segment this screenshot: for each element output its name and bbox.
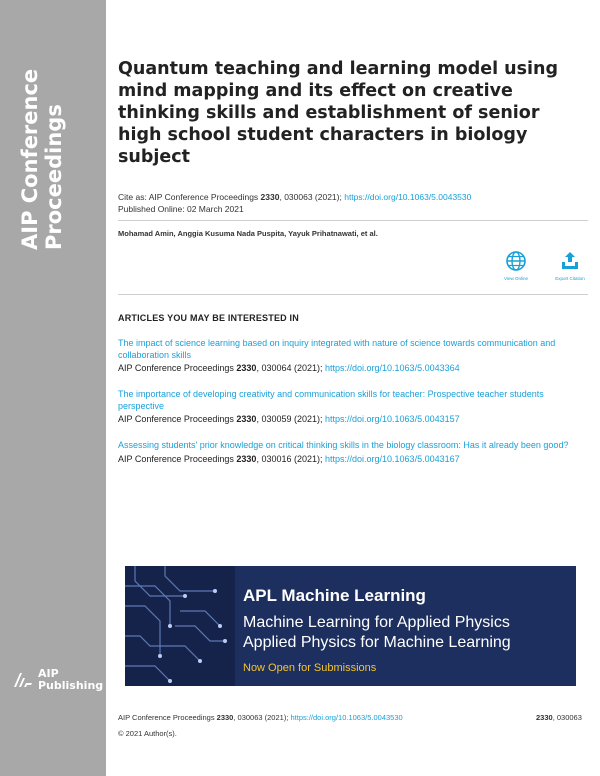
related-articles-heading: ARTICLES YOU MAY BE INTERESTED IN — [118, 313, 299, 323]
related-article-link[interactable]: The impact of science learning based on inquiry integrated with nature of science towards communication and collaboration skills — [118, 338, 556, 360]
cite-volume: 2330 — [216, 713, 234, 722]
related-article-citation — [118, 363, 588, 375]
cite-prefix: AIP Conference Proceedings — [118, 453, 237, 464]
globe-icon — [505, 250, 527, 272]
divider — [118, 220, 588, 221]
cite-rest: , 030059 (2021); — [256, 414, 325, 424]
article-actions — [498, 250, 588, 281]
related-article — [118, 389, 588, 426]
banner-line1: Machine Learning for Applied Physics — [243, 614, 510, 631]
footer-doi-link[interactable]: https://doi.org/10.1063/5.0043530 — [290, 713, 403, 722]
export-citation-label: Export Citation — [555, 276, 585, 281]
related-article-link[interactable]: Assessing students' prior knowledge on critical thinking skills in the biology classroom: Has it already been good? — [118, 440, 569, 450]
article-title: Quantum teaching and learning model using mind mapping and its effect on creative thinking skills and establishment of senior high school student characters in biology subject — [118, 59, 559, 167]
cite-rest: , 030063 (2021); — [279, 192, 345, 202]
logo-line1: AIP — [38, 667, 59, 680]
cite-volume: 2330 — [236, 453, 257, 464]
related-article-citation — [118, 414, 588, 426]
footer-page-id — [536, 713, 582, 722]
related-article-link[interactable]: The importance of developing creativity and communication skills for teacher: Prospective teacher students perspective — [118, 389, 544, 411]
logo-line2: Publishing — [38, 679, 104, 692]
journal-title-line1: AIP Conference — [18, 68, 42, 250]
aip-logo-icon — [12, 669, 34, 691]
copyright: © 2021 Author(s). — [118, 729, 177, 738]
view-online-label: View Online — [504, 276, 528, 281]
apl-machine-learning-banner[interactable] — [125, 566, 576, 686]
banner-cta[interactable]: Now Open for Submissions — [243, 662, 377, 674]
circuit-art-icon — [125, 566, 235, 686]
cite-rest: , 030064 (2021); — [256, 363, 325, 373]
cite-volume: 2330 — [236, 414, 257, 424]
footer-citation — [118, 713, 403, 722]
related-article-citation — [118, 454, 588, 466]
page-volume: 2330 — [536, 713, 553, 722]
related-article-doi-link[interactable]: https://doi.org/10.1063/5.0043157 — [325, 414, 460, 424]
sidebar — [0, 0, 106, 776]
journal-title-line2: Proceedings — [42, 104, 66, 250]
cite-prefix: Cite as: AIP Conference Proceedings — [118, 192, 261, 202]
cite-rest: , 030016 (2021); — [256, 453, 325, 464]
page-number: , 030063 — [552, 713, 582, 722]
banner-line2: Applied Physics for Machine Learning — [243, 634, 511, 651]
aip-publishing-logo[interactable] — [12, 668, 103, 692]
cite-rest: , 030063 (2021); — [233, 713, 291, 722]
article-doi-link[interactable]: https://doi.org/10.1063/5.0043530 — [344, 192, 472, 202]
cite-volume: 2330 — [236, 363, 257, 373]
export-icon — [559, 250, 581, 272]
cite-volume: 2330 — [260, 192, 280, 202]
related-article — [118, 338, 588, 375]
related-article-doi-link[interactable]: https://doi.org/10.1063/5.0043167 — [325, 453, 460, 464]
cite-prefix: AIP Conference Proceedings — [118, 414, 237, 424]
view-online-button[interactable] — [498, 250, 534, 281]
export-citation-button[interactable] — [552, 250, 588, 281]
related-article — [118, 440, 588, 465]
citation — [118, 192, 471, 203]
published-date: Published Online: 02 March 2021 — [118, 204, 244, 214]
cite-prefix: AIP Conference Proceedings — [118, 713, 217, 722]
cite-prefix: AIP Conference Proceedings — [118, 363, 237, 373]
journal-title — [18, 69, 66, 250]
related-article-doi-link[interactable]: https://doi.org/10.1063/5.0043364 — [325, 363, 460, 373]
authors: Mohamad Amin, Anggia Kusuma Nada Puspita, Yayuk Prihatnawati, et al. — [118, 229, 378, 238]
banner-heading: APL Machine Learning — [243, 586, 426, 605]
divider — [118, 294, 588, 295]
